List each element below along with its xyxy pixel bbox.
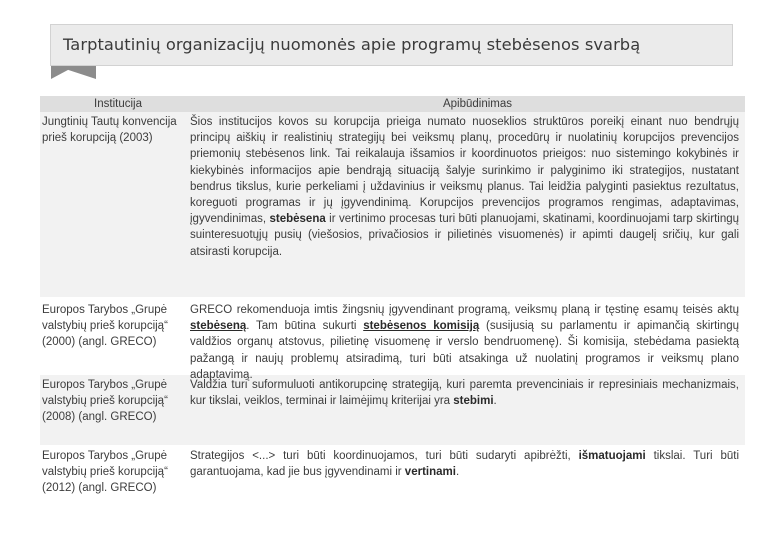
description-text <box>190 448 739 480</box>
text-fragment: Strategijos <...> turi būti koordinuojamos, turi būti sudaryti apibrėžti, <box>190 450 579 462</box>
description-cell <box>186 302 745 381</box>
highlighted-term: išmatuojami <box>578 450 646 462</box>
text-fragment: tikslai. Turi būti garantuojama, kad jie bus įgyvendinami ir <box>190 450 739 479</box>
text-fragment: Valdžia turi suformuluoti antikorupcinę strategiją, kuri paremta prevenciniais ir represiniais mechanizmais, kur tikslai, veiklos, terminai ir laimėjimų kriterijai yra <box>190 379 739 408</box>
table-row <box>40 445 745 525</box>
text-fragment: (susijusią su parlamentu ir apimančią skirtingų valdžios organų atstovus, pilietinę visuomenę ir verslo bendruomenę). Ši komisija, stebėdama pasiektą pažangą ir naujų problemų atsiradimą, turi būti atsakinga už nuolatinį programos ir veiksmų plano adaptavimą. <box>190 320 740 381</box>
table-row <box>40 112 745 297</box>
text-fragment: . <box>493 395 497 408</box>
text-fragment: ir vertinimo procesas turi būti planuojami, skatinami, koordinuojami tarp skirtingų suinteresuotųjų pusių (viešosios, privačiosios ir pilietinės visuomenės) ir apimti daugelį sričių, kur gali atsirasti korupcija. <box>190 213 740 258</box>
text-fragment: GRECO rekomenduoja imtis žingsnių įgyvendinant programą, veiksmų planą ir tęstinę esamų teisės aktų <box>190 304 739 316</box>
table-row <box>40 375 745 445</box>
title-band <box>50 24 733 66</box>
header-institution: Institucija <box>94 98 142 110</box>
table-header-row <box>40 96 745 112</box>
description-cell <box>186 377 745 445</box>
header-description: Apibūdinimas <box>442 98 513 110</box>
institution-cell: Europos Tarybos „Grupė valstybių prieš korupciją“ (2012) (angl. GRECO) <box>42 450 168 495</box>
institution-cell: Europos Tarybos „Grupė valstybių prieš korupciją“ (2000) (angl. GRECO) <box>42 304 168 349</box>
text-fragment: . Tam būtina sukurti <box>246 320 364 333</box>
highlighted-term: vertinami <box>404 466 456 479</box>
description-text <box>190 377 739 409</box>
description-cell <box>186 114 745 297</box>
description-text <box>190 302 739 383</box>
description-text <box>190 114 739 260</box>
description-cell <box>186 448 745 525</box>
table-row <box>40 297 745 381</box>
text-fragment: . <box>455 466 460 479</box>
page-title: Tarptautinių organizacijų nuomonės apie programų stebėsenos svarbą <box>63 35 641 54</box>
highlighted-term: stebėseną <box>190 320 247 333</box>
title-decoration <box>51 66 96 79</box>
text-fragment: Šios institucijos kovos su korupcija prieiga numato nuoseklios struktūros poreikį einant nuo bendrųjų principų aiškių ir realistinių strategijų bei veiksmų planų, procedūrų ir nuolatinių korupcijos prevencijos priemonių stebėsenos link. Tai reikalauja išsamios ir koordinuotos prieigos: nuo sistemingo kokybinės ir kiekybinės informacijos apie bendrąją situaciją šalyje surinkimo ir palyginimo iki strategijos, nustatant bendrus tikslus, kurie perkeliami į uždavinius ir veiksmų planus. Tai leidžia palyginti pasiektus rezultatus, koreguoti programas ir jų įgyvendinimą. Korupcijos prevencijos programos rengimas, adaptavimas, įgyvendinimas, <box>190 116 739 226</box>
organizations-table <box>40 96 745 525</box>
highlighted-term: stebėsenos komisiją <box>363 320 480 333</box>
highlighted-term: stebėsena <box>269 213 326 226</box>
institution-cell: Europos Tarybos „Grupė valstybių prieš korupciją“ (2008) (angl. GRECO) <box>42 379 168 424</box>
highlighted-term: stebimi <box>453 395 494 408</box>
institution-cell: Jungtinių Tautų konvencija prieš korupciją (2003) <box>42 116 177 145</box>
